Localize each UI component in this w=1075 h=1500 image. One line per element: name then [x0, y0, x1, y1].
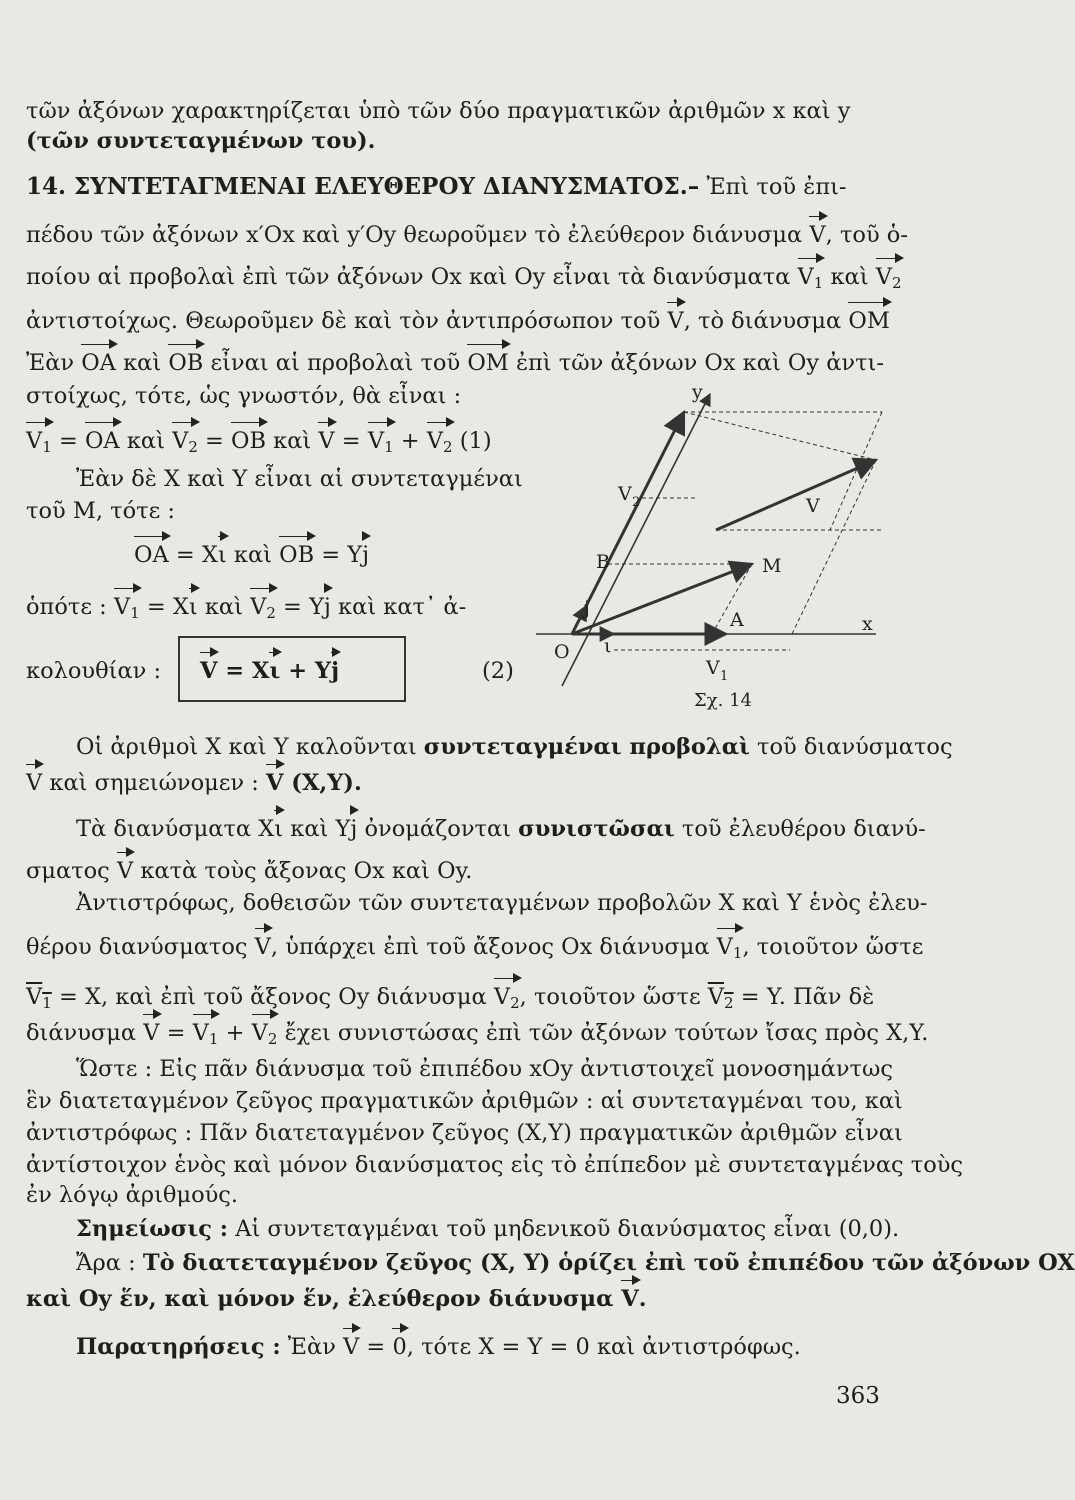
symbol: V [143, 1020, 160, 1046]
symbol: V [200, 658, 218, 684]
text-line [26, 768, 946, 798]
vector-OA [85, 426, 120, 456]
line-text: καὶ [115, 350, 169, 376]
symbol: OB [168, 350, 204, 376]
symbol: Y [314, 658, 331, 684]
symbol: Y [309, 594, 324, 620]
line-text: κολουθίαν : [26, 658, 162, 684]
line-text: ὁπότε : [26, 594, 114, 620]
line-text: διάνυσμα [26, 1020, 144, 1046]
vector-OM [467, 348, 508, 378]
symbol: V [716, 934, 733, 960]
equals: = [334, 428, 368, 454]
text-line [26, 1150, 964, 1180]
line-text: τότε X = Y = 0 καὶ ἀντιστρόφως. [413, 1334, 801, 1360]
label-A: A [730, 609, 744, 631]
symbol: ι [188, 594, 198, 620]
symbol: V [667, 308, 684, 334]
subscript: 1 [42, 994, 52, 1012]
symbol: j [330, 658, 340, 684]
equals: = [314, 542, 348, 568]
symbol: V [116, 858, 134, 884]
section-heading [26, 172, 946, 202]
line-text: Ἀντιστρόφως, δοθεισῶν τῶν συντεταγμένων προβολῶν X καὶ Y ἑνὸς ἐλευ- [76, 890, 928, 916]
symbol: V [26, 984, 43, 1010]
line-text: σματος [26, 858, 117, 884]
line-text: πέδου τῶν ἀξόνων x′Ox καὶ y′Oy θεωροῦμεν τὸ ἐλεύθερον διάνυσμα [26, 222, 810, 248]
text-line [76, 1054, 996, 1084]
vector-i [269, 656, 280, 686]
label-V2-subscript: 2 [632, 495, 641, 510]
subscript: 2 [443, 438, 453, 456]
scalar-V2 [708, 984, 734, 1010]
dashed-line [684, 412, 876, 460]
vector-V1 [26, 426, 52, 456]
vector-V1 [193, 1018, 219, 1048]
figure-caption: Σχ. 14 [694, 690, 752, 711]
label-i: ι [604, 635, 612, 657]
vector-V [318, 426, 334, 456]
vector-V [266, 768, 283, 798]
symbol: ι [269, 658, 281, 684]
vector-j [362, 540, 369, 570]
subscript: 1 [813, 274, 824, 292]
vector-OB [231, 426, 266, 456]
equation-components [134, 540, 514, 570]
line-text: ἐπὶ τῶν ἀξόνων Ox καὶ Oy ἀντι- [508, 350, 884, 376]
vector-j [331, 656, 339, 686]
vector-j [350, 814, 357, 844]
label-M: M [762, 555, 782, 577]
text-line [26, 1284, 946, 1314]
plus: + [280, 658, 315, 684]
line-text: στοίχως, τότε, ὡς γνωστόν, θὰ εἶναι : [26, 383, 462, 409]
text-line [26, 656, 176, 686]
symbol: X [252, 658, 270, 684]
bold-term: συντεταγμέναι προβολαὶ [423, 734, 750, 760]
line-text: Ἐὰν [280, 1334, 344, 1360]
symbol: 0 [392, 1334, 407, 1360]
text-line [26, 1180, 946, 1210]
subscript: 2 [510, 994, 520, 1012]
symbol: V [254, 934, 271, 960]
symbol: V [875, 264, 892, 290]
line-text: ἀντιστρόφως : Πᾶν διατεταγμένον ζεῦγος (X,Y) πραγματικῶν ἀριθμῶν εἶναι [26, 1120, 903, 1146]
symbol: OB [279, 542, 315, 568]
line-text: καὶ [226, 542, 280, 568]
line-text: , τὸ διάνυσμα [683, 308, 849, 334]
vector-V2 [250, 592, 276, 622]
line-text: Ἄρα : [76, 1250, 143, 1276]
equals: = [197, 428, 232, 454]
line-text: Ἐπὶ τοῦ ἐπι- [699, 174, 847, 200]
text-line [26, 220, 946, 250]
symbol: X [258, 816, 275, 842]
text-line [26, 1018, 946, 1048]
label-j: j [584, 597, 590, 619]
symbol: V [26, 428, 43, 454]
text-line [76, 814, 996, 844]
text-line [76, 732, 996, 762]
bold-term: Παρατηρήσεις : [76, 1334, 281, 1360]
line-text: καὶ [119, 428, 173, 454]
vector-V [26, 768, 42, 798]
vector-V [621, 1284, 638, 1314]
symbol: V [809, 222, 826, 248]
symbol: V [426, 428, 444, 454]
line-text: = Y. Πᾶν δὲ [733, 984, 875, 1010]
subscript: 1 [732, 944, 743, 962]
subscript: 2 [724, 994, 734, 1012]
line-text: θέρου διανύσματος [26, 934, 255, 960]
text-line [26, 496, 466, 526]
vector-V1 [717, 932, 743, 962]
figure-14 [520, 368, 896, 718]
vector-V [143, 1018, 159, 1048]
line-text: = X, καὶ ἐπὶ τοῦ ἄξονος Oy διάνυσμα [51, 984, 494, 1010]
label-x: x [862, 613, 873, 635]
symbol: ι [217, 542, 227, 568]
symbol: X [172, 594, 189, 620]
text-line [26, 262, 946, 292]
symbol: X [201, 542, 218, 568]
vector-V2 [172, 426, 198, 456]
subscript: 1 [130, 604, 140, 622]
symbol: OM [848, 308, 890, 334]
line-text: , τοιοῦτον ὥστε [742, 934, 924, 960]
line-text: καὶ κατ᾿ ἀ- [330, 594, 467, 620]
line-text: (τῶν συντεταγμένων του). [26, 128, 376, 154]
vector-zero [392, 1332, 406, 1362]
line-text: , ὑπάρχει ἐπὶ τοῦ ἄξονος Ox διάνυσμα [270, 934, 717, 960]
text-line [26, 126, 946, 156]
equals: = [159, 1020, 193, 1046]
line-text: Ὥστε : Εἰς πᾶν διάνυσμα τοῦ ἐπιπέδου xOy ἀντιστοιχεῖ μονοσημάντως [76, 1056, 893, 1082]
text-line [76, 888, 996, 918]
vector-i [274, 814, 283, 844]
symbol: OA [134, 542, 169, 568]
symbol: V [343, 1334, 360, 1360]
line-text: ὀνομάζονται [357, 816, 519, 842]
line-text: Οἱ ἀριθμοὶ X καὶ Y καλοῦνται [76, 734, 424, 760]
line-text: , τοιοῦτον ὥστε [519, 984, 708, 1010]
label-V2: V [618, 483, 632, 505]
y-axis [562, 394, 710, 686]
line-text: ἓν διατεταγμένον ζεῦγος πραγματικῶν ἀριθμῶν : αἱ συντεταγμέναι του, καὶ [26, 1088, 903, 1114]
bold-term: Σημείωσις : [76, 1216, 229, 1242]
line-text: ἔχει συνιστώσας ἐπὶ τῶν ἀξόνων τούτων ἴσας πρὸς X,Y. [277, 1020, 929, 1046]
scalar-V1 [26, 984, 52, 1010]
text-line [26, 96, 946, 126]
label-B: B [596, 551, 610, 573]
vector-OA [134, 540, 169, 570]
vector-V1 [798, 262, 824, 292]
equals: = [51, 428, 85, 454]
line-text: ἀντιστοίχως. Θεωροῦμεν δὲ καὶ τὸν ἀντιπρόσωπον τοῦ [26, 308, 668, 334]
vector-V1 [368, 426, 394, 456]
symbol: V [250, 594, 267, 620]
vector-V2 [427, 426, 453, 456]
line-text: Αἱ συντεταγμέναι τοῦ μηδενικοῦ διανύσματος εἶναι (0,0). [228, 1216, 900, 1242]
line-text: καὶ Oy ἕν, καὶ μόνον ἕν, ἐλεύθερον διάνυσμα [26, 1286, 622, 1312]
text-line [26, 982, 946, 1012]
text-line [76, 464, 523, 494]
subscript: 2 [891, 274, 902, 292]
vector-V2 [876, 262, 902, 292]
vector-OA [81, 348, 116, 378]
equals: = [139, 594, 173, 620]
subscript: 1 [384, 438, 394, 456]
symbol: j [323, 594, 331, 620]
symbol: V [26, 770, 43, 796]
line-text: ποίου αἱ προβολαὶ ἐπὶ τῶν ἀξόνων Ox καὶ Oy εἶναι τὰ διανύσματα [26, 264, 798, 290]
line-text: καὶ [283, 816, 336, 842]
plus: + [393, 428, 427, 454]
text-line [26, 932, 946, 962]
vector-OB [279, 540, 314, 570]
page-number: 363 [836, 1383, 880, 1409]
line-text: Ἐὰν [26, 350, 82, 376]
line-text: κατὰ τοὺς ἄξονας Ox καὶ Oy. [133, 858, 473, 884]
symbol: Y [347, 542, 363, 568]
line-text: καὶ [823, 264, 876, 290]
label-V1-subscript: 1 [720, 669, 729, 684]
text-line [26, 592, 516, 622]
line-text: Ἐὰν δὲ X καὶ Y εἶναι αἱ συντεταγμέναι [76, 466, 523, 492]
symbol: V [113, 594, 131, 620]
vector-V-line [716, 460, 876, 530]
subscript: 2 [266, 604, 276, 622]
equals: = [217, 658, 252, 684]
symbol: OA [84, 428, 120, 454]
subscript: 1 [42, 438, 52, 456]
equation-number: (1) [452, 428, 492, 454]
symbol: V [493, 984, 511, 1010]
text-line [26, 306, 946, 336]
vector-V [343, 1332, 359, 1362]
symbol: V [251, 1020, 268, 1046]
symbol: j [362, 542, 370, 568]
symbol: V [621, 1286, 639, 1312]
subscript: 1 [208, 1030, 219, 1048]
vector-j [324, 592, 331, 622]
vector-OM-line [572, 564, 752, 634]
text-line [76, 1214, 996, 1244]
subscript: 2 [188, 438, 198, 456]
vector-V2 [252, 1018, 278, 1048]
line-text: καὶ [266, 428, 319, 454]
symbol: V [192, 1020, 209, 1046]
line-text: τῶν ἀξόνων χαρακτηρίζεται ὑπὸ τῶν δύο πραγματικῶν ἀριθμῶν x καὶ y [26, 98, 851, 124]
section-title: 14. ΣΥΝΤΕΤΑΓΜΕΝΑΙ ΕΛΕΥΘΕΡΟΥ ΔΙΑΝΥΣΜΑΤΟΣ.– [26, 173, 700, 200]
bold-term: συνιστῶσαι [518, 816, 675, 842]
line-text: τοῦ διανύσματος [749, 734, 953, 760]
symbol: OA [81, 350, 116, 376]
plus: + [218, 1020, 252, 1046]
text-line [26, 1086, 946, 1116]
symbol: OB [231, 428, 267, 454]
equals: = [168, 542, 202, 568]
line-text: τοῦ M, τότε : [26, 498, 175, 524]
line-text: (2) [482, 658, 514, 684]
line-text: ἐν λόγῳ ἀριθμούς. [26, 1182, 239, 1208]
vector-V2 [494, 982, 520, 1012]
vector-V1 [114, 592, 140, 622]
vector-V [667, 306, 683, 336]
line-text: , τοῦ ὁ- [825, 222, 908, 248]
label-y: y [692, 381, 703, 403]
symbol: ι [274, 816, 284, 842]
text-line [26, 856, 946, 886]
equals: = [359, 1334, 393, 1360]
line-text: . [638, 1286, 647, 1312]
vector-i [189, 592, 198, 622]
symbol: V [797, 264, 814, 290]
vector-OM [848, 306, 889, 336]
symbol: Y [335, 816, 351, 842]
label-O: O [554, 641, 570, 663]
label-V: V [806, 495, 820, 517]
line-text: καὶ σημειώνομεν : [42, 770, 266, 796]
vector-OB [168, 348, 203, 378]
symbol: V [367, 428, 385, 454]
vector-V [255, 932, 271, 962]
text-line [26, 1118, 946, 1148]
symbol: V [172, 428, 189, 454]
subscript: 2 [267, 1030, 278, 1048]
label-V1: V [706, 657, 720, 679]
symbol: V [266, 770, 284, 796]
equation-2 [200, 656, 400, 686]
symbol: V [707, 984, 725, 1010]
vector-i [218, 540, 227, 570]
line-text: εἶναι αἱ προβολαὶ τοῦ [203, 350, 468, 376]
symbol: V [318, 428, 335, 454]
symbol: OM [467, 350, 509, 376]
equals: = [275, 594, 310, 620]
line-text: ἀντίστοιχον ἑνὸς καὶ μόνον διανύσματος εἰς τὸ ἐπίπεδον μὲ συντεταγμένας τοὺς [26, 1152, 964, 1178]
text-line: Παρατηρήσεις : Ἐὰν V = 0, τότε X = Y = 0 καὶ ἀντιστρόφως. [76, 1334, 801, 1360]
vector-V [200, 656, 217, 686]
dashed-line [830, 412, 882, 530]
line-text: τοῦ ἐλευθέρου διανύ- [674, 816, 926, 842]
vector-V [809, 220, 825, 250]
line-text: καὶ [197, 594, 251, 620]
bold-term: Τὸ διατεταγμένον ζεῦγος (X, Y) ὁρίζει ἐπὶ τοῦ ἐπιπέδου τῶν ἀξόνων OX [142, 1250, 1075, 1276]
vector-V [117, 856, 133, 886]
symbol: j [350, 816, 358, 842]
line-text: Τὰ διανύσματα [76, 816, 259, 842]
line-text: (X,Y). [283, 770, 362, 796]
dashed-line [792, 460, 876, 634]
text-line [76, 1248, 1075, 1278]
